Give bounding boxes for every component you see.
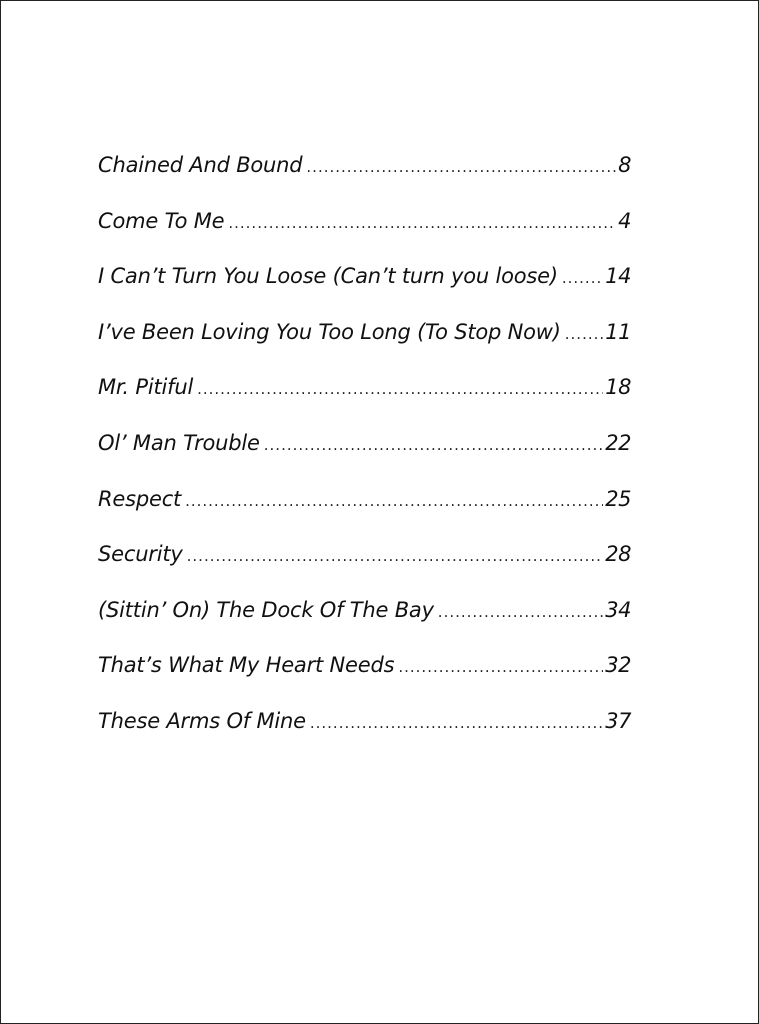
- toc-entry-i-cant-turn-you-loose: [98, 264, 631, 320]
- toc-entry-mr-pitiful: [98, 375, 631, 431]
- toc-entry-page-number: 28: [605, 542, 631, 567]
- toc-entry-ive-been-loving-you: [98, 320, 631, 376]
- toc-entry-chained-and-bound: [98, 153, 631, 209]
- dot-leader: [185, 492, 603, 510]
- toc-entry-page-number: 32: [605, 653, 631, 678]
- dot-leader: [197, 380, 603, 398]
- toc-entry-title: Security: [98, 542, 183, 567]
- toc-entry-security: [98, 542, 631, 598]
- toc-entry-page-number: 14: [605, 264, 631, 289]
- toc-entry-page-number: 11: [605, 319, 631, 344]
- toc-entry-these-arms-of-mine: [98, 709, 631, 765]
- dot-leader: [565, 325, 604, 343]
- toc-entry-page-number: 18: [605, 375, 631, 400]
- toc-entry-title: (Sittin’ On) The Dock Of The Bay: [98, 597, 434, 622]
- toc-entry-page-number: 25: [605, 486, 631, 511]
- toc-entry-title: Respect: [98, 486, 182, 511]
- toc-entry-page-number: 37: [605, 708, 631, 733]
- toc-entry-respect: [98, 487, 631, 543]
- toc-entry-thats-what-my-heart-needs: [98, 653, 631, 709]
- dot-leader: [310, 714, 603, 732]
- toc-entry-title: Chained And Bound: [98, 153, 303, 177]
- dot-leader: [228, 214, 616, 232]
- toc-entry-title: That’s What My Heart Needs: [98, 653, 395, 678]
- table-of-contents: [98, 153, 631, 765]
- dot-leader: [438, 603, 603, 621]
- toc-entry-title: Ol’ Man Trouble: [98, 430, 260, 455]
- dot-leader: [264, 436, 604, 454]
- toc-entry-come-to-me: [98, 209, 631, 265]
- toc-entry-dock-of-the-bay: [98, 598, 631, 654]
- dot-leader: [398, 658, 603, 676]
- dot-leader: [187, 547, 604, 565]
- toc-entry-title: I’ve Been Loving You Too Long (To Stop Now): [98, 319, 561, 344]
- toc-entry-page-number: 22: [605, 430, 631, 455]
- toc-entry-ol-man-trouble: [98, 431, 631, 487]
- toc-entry-title: Come To Me: [98, 208, 225, 233]
- toc-entry-title: I Can’t Turn You Loose (Can’t turn you loose): [98, 264, 558, 289]
- dot-leader: [562, 269, 603, 287]
- toc-entry-page-number: 4: [618, 208, 631, 233]
- toc-entry-title: These Arms Of Mine: [98, 708, 306, 733]
- toc-entry-title: Mr. Pitiful: [98, 375, 194, 400]
- toc-entry-page-number: 8: [618, 153, 631, 177]
- toc-entry-page-number: 34: [605, 597, 631, 622]
- dot-leader: [306, 158, 616, 176]
